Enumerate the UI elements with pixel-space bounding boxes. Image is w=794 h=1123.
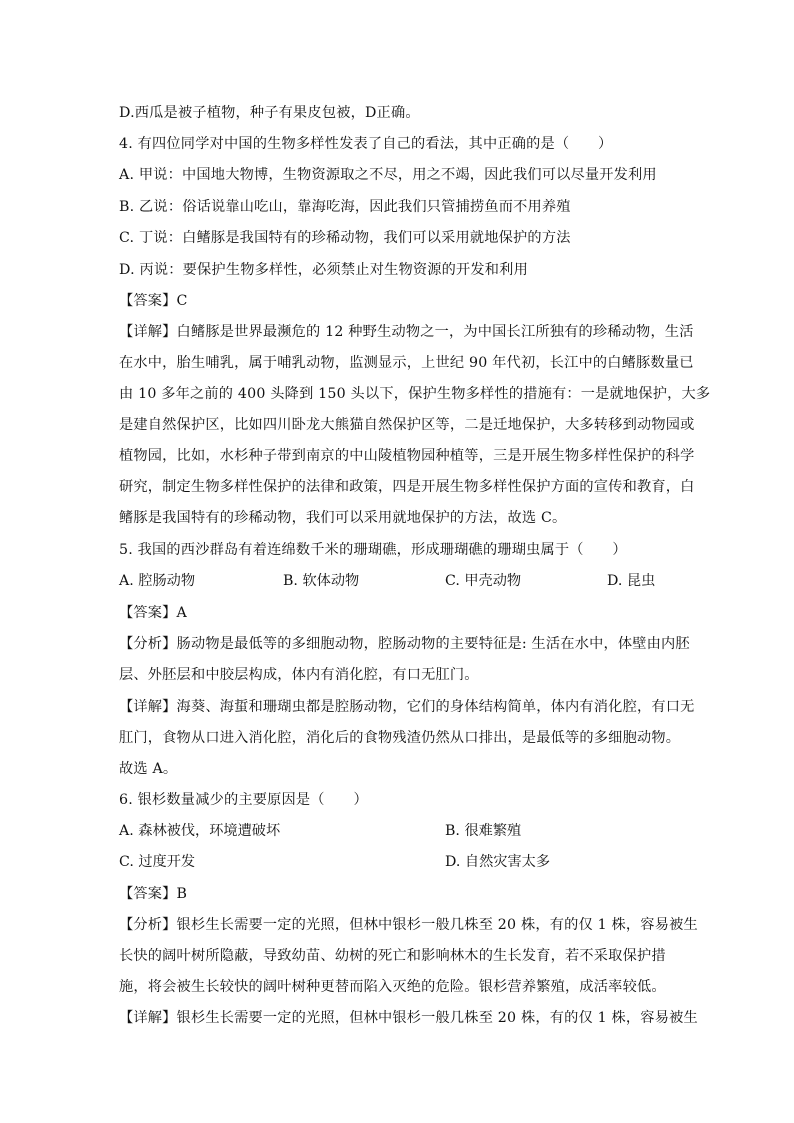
q5-option-a: A. 腔肠动物 xyxy=(119,573,196,589)
q5-explanation-line: 肛门，食物从口进入消化腔，消化后的食物残渣仍然从口排出，是最低等的多细胞动物。 xyxy=(119,730,681,746)
q4-option-b: B. 乙说：俗话说靠山吃山，靠海吃海，因此我们只管捕捞鱼而不用养殖 xyxy=(119,199,571,215)
q4-explanation-line: 是建自然保护区，比如四川卧龙大熊猫自然保护区等，二是迁地保护，大多转移到动物园或 xyxy=(119,417,695,433)
q5-analysis-line: 【分析】肠动物是最低等的多细胞动物，腔肠动物的主要特征是: 生活在水中，体壁由内胚 xyxy=(119,636,690,652)
q6-analysis-line: 长快的阔叶树所隐蔽，导致幼苗、幼树的死亡和影响林木的生长发育，若不采取保护措 xyxy=(119,948,666,964)
q5-explanation-line: 故选 A。 xyxy=(119,761,178,777)
q4-answer: 【答案】C xyxy=(119,293,188,309)
q5-explanation-line: 【详解】海葵、海蜇和珊瑚虫都是腔肠动物，它们的身体结构简单，体内有消化腔，有口无 xyxy=(119,699,695,715)
q4-option-c: C. 丁说：白鳍豚是我国特有的珍稀动物，我们可以采用就地保护的方法 xyxy=(119,230,571,246)
q6-analysis-line: 施，将会被生长较快的阔叶树种更替而陷入灭绝的危险。银杉营养繁殖，成活率较低。 xyxy=(119,979,666,995)
q4-explanation-line: 鳍豚是我国特有的珍稀动物，我们可以采用就地保护的方法，故选 C。 xyxy=(119,510,567,526)
q6-option-a: A. 森林被伐，环境遭破坏 xyxy=(119,823,281,839)
question-6-stem: 6. 银杉数量减少的主要原因是（ ） xyxy=(119,792,368,808)
q6-answer: 【答案】B xyxy=(119,886,188,902)
q6-option-d: D. 自然灾害太多 xyxy=(445,854,551,870)
q6-analysis-line: 【分析】银杉生长需要一定的光照，但林中银杉一般几株至 20 株，有的仅 1 株，容易被生 xyxy=(119,917,698,933)
q5-option-b: B. 软体动物 xyxy=(283,573,360,589)
q4-explanation-line: 在水中，胎生哺乳，属于哺乳动物，监测显示，上世纪 90 年代初，长江中的白鳍豚数量已 xyxy=(119,355,694,371)
question-5-stem: 5. 我国的西沙群岛有着连绵数千米的珊瑚礁，形成珊瑚礁的珊瑚虫属于（ ） xyxy=(119,542,627,558)
q6-option-c: C. 过度开发 xyxy=(119,854,196,870)
q4-explanation-line: 由 10 多年之前的 400 头降到 150 头以下，保护生物多样性的措施有：一是就地保护，大多 xyxy=(119,386,711,402)
q4-option-d: D. 丙说：要保护生物多样性，必须禁止对生物资源的开发和利用 xyxy=(119,262,528,278)
q5-answer: 【答案】A xyxy=(119,605,187,621)
text-line: D.西瓜是被子植物，种子有果皮包被，D正确。 xyxy=(119,105,420,121)
q4-option-a: A. 甲说：中国地大物博，生物资源取之不尽，用之不竭，因此我们可以尽量开发利用 xyxy=(119,167,657,183)
q4-explanation-line: 研究，制定生物多样性保护的法律和政策，四是开展生物多样性保护方面的宣传和教育，白 xyxy=(119,479,695,495)
q6-option-b: B. 很难繁殖 xyxy=(445,823,522,839)
q5-analysis-line: 层、外胚层和中胶层构成，体内有消化腔，有口无肛门。 xyxy=(119,667,479,683)
q5-option-d: D. 昆虫 xyxy=(607,573,656,589)
q6-explanation-line: 【详解】银杉生长需要一定的光照，但林中银杉一般几株至 20 株，有的仅 1 株，容易被生 xyxy=(119,1010,698,1026)
q4-explanation-line: 【详解】白鳍豚是世界最濒危的 12 种野生动物之一，为中国长江所独有的珍稀动物，生活 xyxy=(119,324,694,340)
q5-option-c: C. 甲壳动物 xyxy=(445,573,522,589)
question-4-stem: 4. 有四位同学对中国的生物多样性发表了自己的看法，其中正确的是（ ） xyxy=(119,136,613,152)
q4-explanation-line: 植物园，比如，水杉种子带到南京的中山陵植物园种植等，三是开展生物多样性保护的科学 xyxy=(119,448,695,464)
